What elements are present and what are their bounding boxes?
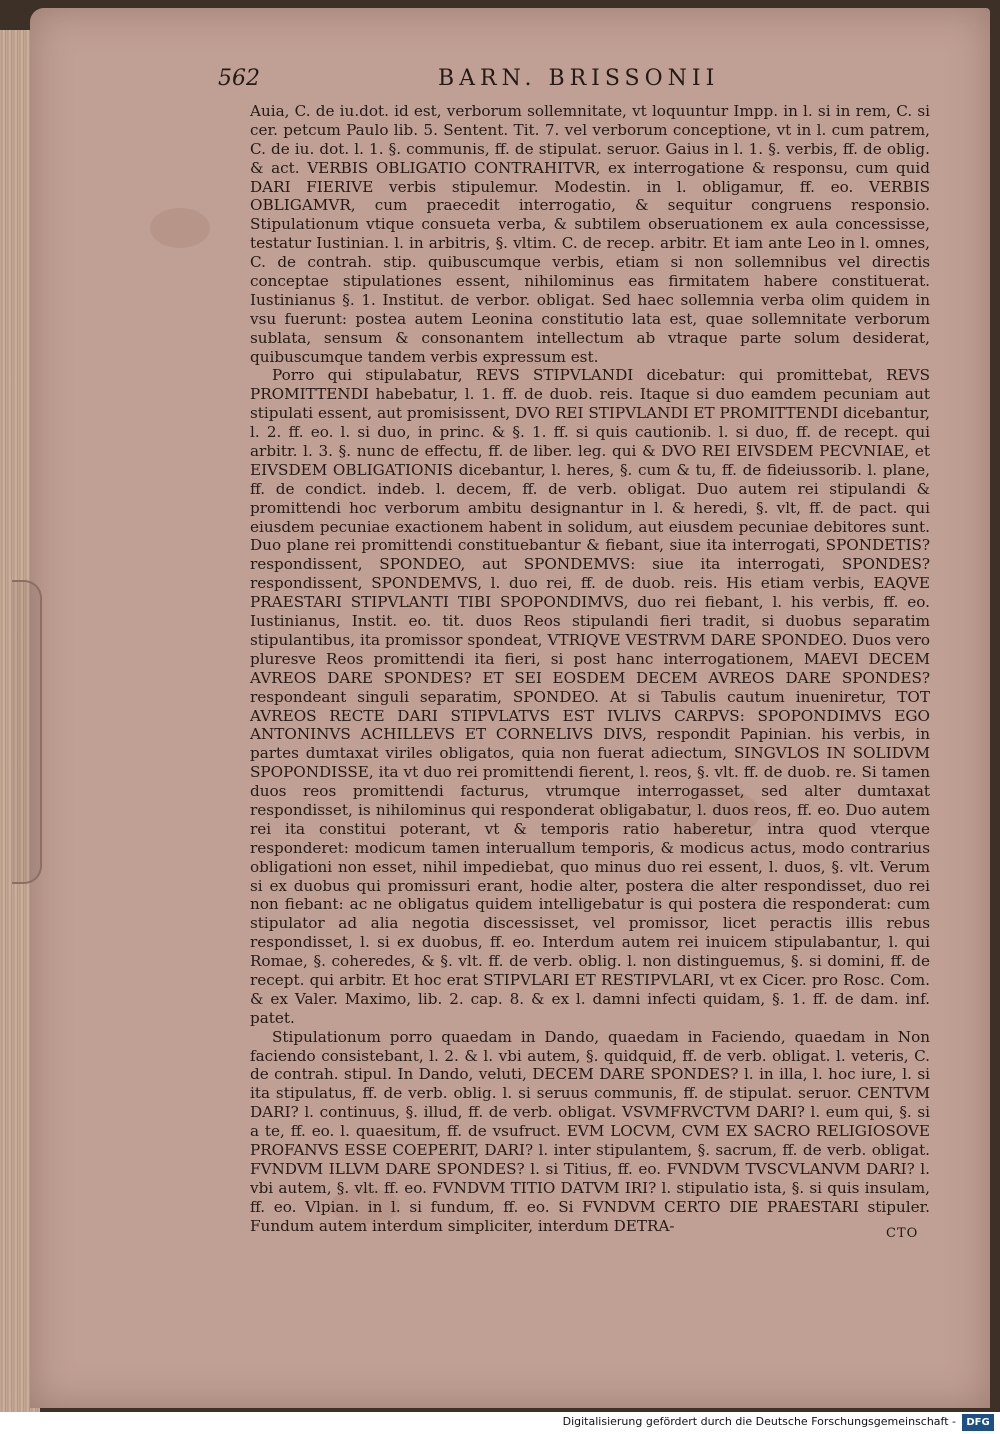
foxing-stain [150, 208, 210, 248]
page-header [218, 58, 778, 98]
footer-bar [0, 1412, 1000, 1434]
dfg-logo: DFG [962, 1414, 994, 1431]
running-title: BARN. BRISSONII [438, 66, 720, 91]
paragraph: Stipulationum porro quaedam in Dando, quaedam in Faciendo, quaedam in Non faciendo consistebant, l. 2. & l. vbi autem, §. quidquid, ff. de verb. obligat. l. veteris, C. de contrah. stipul. In Dando, veluti, DECEM DARE SPONDES? l. in illa, l. hoc iure, l. si ita stipulatus, ff. de verb. oblig. l. si seruus communis, ff. de stipulat. seruor. CENTVM DARI? l. continuus, §. illud, ff. de verb. obligat. VSVMFRVCTVM DARI? l. eum qui, §. si a te, ff. eo. l. quaesitum, ff. de vsufruct. EVM LOCVM, CVM EX SACRO RELIGIOSOVE PROFANVS ESSE COEPERIT, DARI? l. inter stipulantem, §. sacrum, ff. de verb. obligat. FVNDVM ILLVM DARE SPONDES? l. si Titius, ff. eo. FVNDVM TVSCVLANVM DARI? l. vbi autem, §. vlt. ff. eo. FVNDVM TITIO DATVM IRI? l. stipulatio ista, §. si quis insulam, ff. eo. Vlpian. in l. si fundum, ff. eo. Si FVNDVM CERTO DIE PRAESTARI stipuler. Fundum autem interdum simpliciter, interdum DETRA- [250, 1027, 930, 1235]
catchword: CTO [886, 1226, 919, 1241]
paragraph: Porro qui stipulabatur, REVS STIPVLANDI dicebatur: qui promittebat, REVS PROMITTENDI habebatur, l. 1. ff. de duob. reis. Itaque si duo eamdem pecuniam aut stipulati essent, aut promisissent, DVO REI STIPVLANDI ET PROMITTENDI dicebantur, l. 2. ff. eo. l. si duo, in princ. & §. 1. ff. si quis cautionib. l. si duo, ff. de recept. qui arbitr. l. 3. §. nunc de effectu, ff. de liber. leg. qui & DVO REI EIVSDEM PECVNIAE, et EIVSDEM OBLIGATIONIS dicebantur, l. heres, §. cum & tu, ff. de fideiussorib. l. plane, ff. de condict. indeb. l. decem, ff. de verb. obligat. Duo autem rei stipulandi & promittendi hoc verborum ambitu designantur in l. & heredi, §. vlt, ff. de pact. qui eiusdem pecuniae exactionem habent in solidum, aut eiusdem pecuniae debitores sunt. Duo plane rei promittendi constituebantur & fiebant, siue ita interrogati, SPONDETIS? respondissent, SPONDEO, aut SPONDEMVS: siue ita interrogati, SPONDES? respondissent, SPONDEMVS, l. duo rei, ff. de duob. reis. His etiam verbis, EAQVE PRAESTARI STIPVLANTI TIBI SPOPONDIMVS, duo rei fiebant, l. his verbis, ff. eo. Iustinianus, Instit. eo. tit. duos Reos stipulandi fieri tradit, si duobus separatim stipulantibus, ita promissor spondeat, VTRIQVE VESTRVM DARE SPONDEO. Duos vero pluresve Reos promittendi ita fieri, si post hanc interrogationem, MAEVI DECEM AVREOS DARE SPONDES? ET SEI EOSDEM DECEM AVREOS DARE SPONDES? respondeant singuli separatim, SPONDEO. At si Tabulis cautum inueniretur, TOT AVREOS RECTE DARI STIPVLATVS EST IVLIVS CARPVS: SPOPONDIMVS EGO ANTONINVS ACHILLEVS ET CORNELIVS DIVS, respondit Papinian. his verbis, in partes dumtaxat viriles obligatos, quia non fuerat adiectum, SINGVLOS IN SOLIDVM SPOPONDISSE, ita vt duo rei promittendi fierent, l. reos, §. vlt. ff. de duob. re. Si tamen duos reos promittendi facturus, vtrumque interrogasset, sed alter dumtaxat respondisset, is nihilominus qui responderat obligabatur, l. duos reos, ff. eo. Duo autem rei ita constitui poterant, vt & temporis ratio haberetur, intra quod vterque responderet: modicum tamen interuallum temporis, & modicus actus, modo contrarius obligationi non esset, nihil impediebat, quo minus duo rei essent, l. duos, §. vlt. Verum si ex duobus qui promissuri erant, hodie alter, postera die alter respondisset, duo rei non fiebant: ac ne obligatus quidem intelligebatur is qui postera die responderat: cum stipulator ad alia negotia discessisset, vel promissor, licet peractis illis rebus respondisset, l. si ex duobus, ff. eo. Interdum autem rei inuicem stipulabantur, l. qui Romae, §. coheredes, & §. vlt. ff. de verb. oblig. l. non distinguemus, §. si domini, ff. de recept. qui arbitr. Et hoc erat STIPVLARI ET RESTIPVLARI, vt ex Cicer. pro Rosc. Com. & ex Valer. Maximo, lib. 2. cap. 8. & ex l. damni infecti quidam, §. 1. ff. de dam. inf. patet. [250, 366, 930, 1027]
folio-number: 562 [218, 66, 260, 91]
paragraph: Auia, C. de iu.dot. id est, verborum sollemnitate, vt loquuntur Impp. in l. si in rem, C. si cer. petcum Paulo lib. 5. Sentent. Tit. 7. vel verborum conceptione, vt in l. cum patrem, C. de iu. dot. l. 1. §. communis, ff. de stipulat. seruor. Gaius in l. 1. §. verbis, ff. de oblig. & act. VERBIS OBLIGATIO CONTRAHITVR, ex interrogatione & responsu, cum quid DARI FIERIVE verbis stipulemur. Modestin. in l. obligamur, ff. eo. VERBIS OBLIGAMVR, cum praecedit interrogatio, & sequitur congruens responsio. Stipulationum vtique consueta verba, & subtilem obseruationem ex aula concessisse, testatur Iustinian. l. in arbitris, §. vltim. C. de recep. arbitr. Et iam ante Leo in l. omnes, C. de contrah. stip. quibuscumque verbis, etiam si non sollemnibus vel directis conceptae stipulationes essent, nihilominus eas firmitatem habere constituerat. Iustinianus §. 1. Institut. de verbor. obligat. Sed haec sollemnia verba olim quidem in vsu fuerunt: postea autem Leonina constitutio lata est, quae sollemnitate verborum sublata, sensum & consonantem intellectum ab vtraque parte solum desiderat, quibuscumque tandem verbis expressum est. [250, 102, 930, 366]
body-text [250, 102, 930, 1242]
page-clasp-mark [12, 580, 42, 884]
funding-notice: Digitalisierung gefördert durch die Deutsche Forschungsgemeinschaft - [562, 1415, 956, 1428]
